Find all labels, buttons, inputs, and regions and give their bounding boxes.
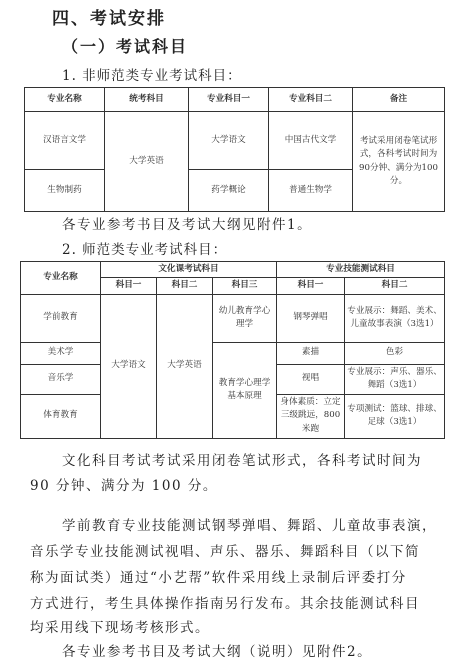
table1-unified-subject: 大学英语 (105, 112, 189, 212)
table1-header-subject1: 专业科目一 (189, 88, 269, 112)
table2-culture-subject3-header: 科目三 (213, 278, 277, 294)
table2-group-skill: 专业技能测试科目 (277, 262, 445, 278)
table2-major: 音乐学 (21, 364, 101, 394)
non-normal-subjects-table (24, 87, 445, 212)
paragraph-interview-cont: 均采用线下现场考核形式。 (30, 620, 210, 636)
table1-subject2: 普通生物学 (269, 170, 353, 212)
table1-header-unified: 统考科目 (105, 88, 189, 112)
table1-header-major: 专业名称 (25, 88, 105, 112)
note-attachment-1: 各专业参考书目及考试大纲见附件1。 (62, 217, 313, 233)
table2-culture-subject2-header: 科目二 (157, 278, 213, 294)
note-attachment-2: 各专业参考书目及考试大纲（说明）见附件2。 (62, 644, 373, 660)
table2-skill-subject1: 身体素质：立定三级跳远，800米跑 (277, 394, 345, 438)
paragraph-culture-exam-cont: 90 分钟、满分为 100 分。 (30, 478, 218, 494)
table2-major: 学前教育 (21, 294, 101, 342)
table1-header-note: 备注 (353, 88, 445, 112)
table2-culture-subject3-other: 教育学心理学基本原理 (213, 342, 277, 438)
table2-culture-subject2: 大学英语 (157, 294, 213, 438)
list1-heading: 1. 非师范类专业考试科目： (62, 68, 242, 84)
table2-skill-subject2: 专项测试：篮球、排球、足球（3选1） (345, 394, 445, 438)
table1-subject2: 中国古代文学 (269, 112, 353, 170)
table2-skill-subject1: 钢琴弹唱 (277, 294, 345, 342)
table2-skill-subject2: 色彩 (345, 342, 445, 364)
table2-skill-subject1: 素描 (277, 342, 345, 364)
table2-major: 体育教育 (21, 394, 101, 438)
table2-skill-subject2-header: 科目二 (345, 278, 445, 294)
table2-culture-subject3-preschool: 幼儿教育学心理学 (213, 294, 277, 342)
section-title: 四、考试安排 (52, 9, 166, 29)
table2-culture-subject1-header: 科目一 (101, 278, 157, 294)
table2-major: 美术学 (21, 342, 101, 364)
table1-major: 汉语言文学 (25, 112, 105, 170)
table1-header-subject2: 专业科目二 (269, 88, 353, 112)
paragraph-interview: 学前教育专业技能测试钢琴弹唱、舞蹈、儿童故事表演， (62, 518, 437, 534)
table1-major: 生物制药 (25, 170, 105, 212)
table2-skill-subject1: 视唱 (277, 364, 345, 394)
table1-note: 考试采用闭卷笔试形式，各科考试时间为90分钟、满分为100分。 (353, 112, 445, 212)
table2-skill-subject1-header: 科目一 (277, 278, 345, 294)
table1-subject1: 药学概论 (189, 170, 269, 212)
paragraph-interview-cont: 称为面试类）通过“小艺帮”软件采用线上录制后评委打分 (30, 570, 407, 586)
paragraph-interview-cont: 音乐学专业技能测试视唱、声乐、器乐、舞蹈科目（以下简 (30, 544, 420, 560)
table2-skill-subject2: 专业展示：舞蹈、美术、儿童故事表演（3选1） (345, 294, 445, 342)
table2-header-major: 专业名称 (21, 262, 101, 295)
paragraph-interview-cont: 方式进行，考生具体操作指南另行发布。其余技能测试科目 (30, 596, 420, 612)
table1-subject1: 大学语文 (189, 112, 269, 170)
list2-heading: 2. 师范类专业考试科目： (62, 242, 228, 258)
subsection-title: （一）考试科目 (62, 37, 189, 56)
paragraph-culture-exam: 文化科目考试考试采用闭卷笔试形式，各科考试时间为 (62, 453, 422, 469)
table2-skill-subject2: 专业展示：声乐、器乐、舞蹈（3选1） (345, 364, 445, 394)
table2-culture-subject1: 大学语文 (101, 294, 157, 438)
table2-group-culture: 文化课考试科目 (101, 262, 277, 278)
normal-subjects-table (20, 261, 445, 439)
